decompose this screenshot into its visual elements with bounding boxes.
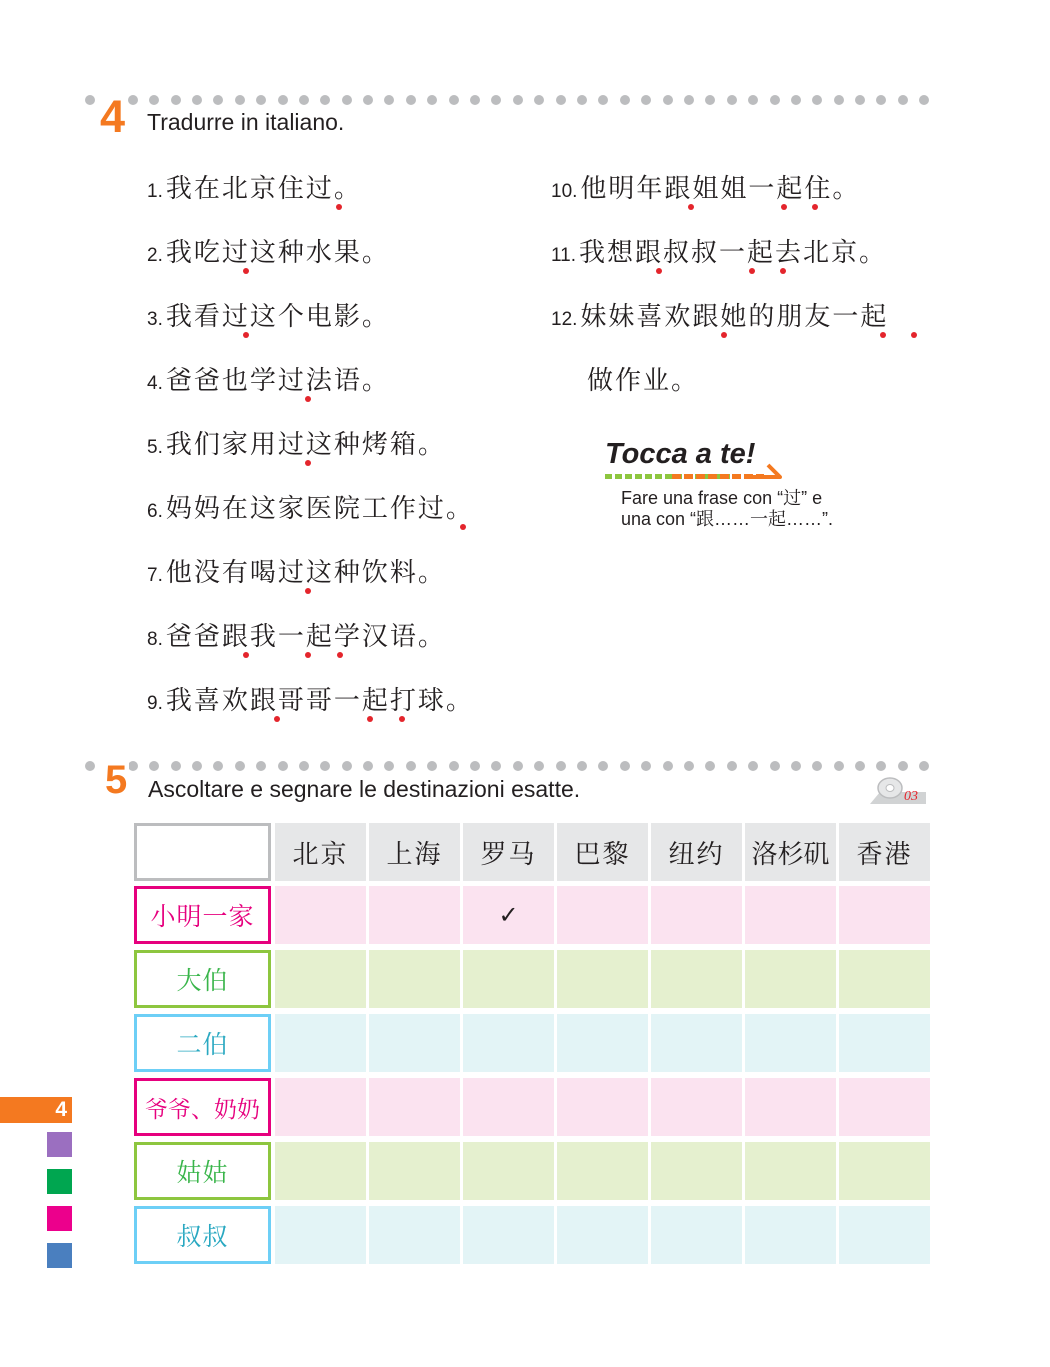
divider-dot [812,95,822,105]
divider-dot [384,761,394,771]
answer-cell[interactable] [745,1014,836,1072]
divider-dot [235,761,245,771]
answer-cell[interactable] [651,1142,742,1200]
answer-cell[interactable] [745,950,836,1008]
arrow-icon [752,461,784,479]
emphasis-dot [243,332,249,338]
emphasis-dot [781,204,787,210]
divider-dot [748,95,758,105]
row-label-dabo: 大伯 [134,950,271,1008]
answer-cell[interactable] [463,886,554,944]
answer-cell[interactable] [275,1078,366,1136]
divider-dot [705,95,715,105]
sentence-1: 1. 我在北京住过。 [147,174,362,204]
divider-dot [85,95,95,105]
divider-dot [449,761,459,771]
table-corner-cell [134,823,271,881]
divider-dot [876,95,886,105]
answer-cell[interactable] [745,1206,836,1264]
column-header-paris: 巴黎 [557,823,648,881]
divider-dot [128,761,138,771]
divider-dot [898,95,908,105]
divider-dot [342,95,352,105]
emphasis-dot [305,396,311,402]
tocca-text-line-1: Fare una frase con “过” e [621,488,823,508]
sentence-4: 4. 爸爸也学过法语。 [147,366,390,396]
answer-cell[interactable] [651,950,742,1008]
answer-cell[interactable] [745,886,836,944]
answer-cell[interactable] [275,1142,366,1200]
answer-cell[interactable] [369,950,460,1008]
emphasis-dot [721,332,727,338]
sentence-6: 6. 妈妈在这家医院工作过。 [147,494,474,524]
divider-dot [919,95,929,105]
emphasis-dot [305,460,311,466]
divider-dot [427,761,437,771]
divider-dot [663,95,673,105]
divider-dot [449,95,459,105]
answer-cell[interactable] [651,1206,742,1264]
divider-dot [727,95,737,105]
divider-dot [470,761,480,771]
divider-dot [748,761,758,771]
audio-cd-icon[interactable] [868,774,928,806]
answer-cell[interactable] [839,1142,930,1200]
sentence-2: 2. 我吃过这种水果。 [147,238,390,268]
divider-dot [556,95,566,105]
exercise-5-number: 5 [105,758,128,802]
divider-dot [919,761,929,771]
answer-cell[interactable] [463,1014,554,1072]
column-header-new-york: 纽约 [651,823,742,881]
divider-dot [149,761,159,771]
answer-cell[interactable] [369,1142,460,1200]
emphasis-dot [337,652,343,658]
divider-dot [791,761,801,771]
answer-cell[interactable] [369,1206,460,1264]
emphasis-dot [749,268,755,274]
tocca-a-te-title: Tocca a te! [605,438,756,470]
divider-dot [834,95,844,105]
divider-dot [812,761,822,771]
answer-cell[interactable] [557,886,648,944]
divider-dot [192,761,202,771]
sentence-5: 5. 我们家用过这种烤箱。 [147,430,446,460]
answer-cell[interactable] [839,1206,930,1264]
emphasis-dot [399,716,405,722]
divider-dot [513,95,523,105]
divider-dot [641,95,651,105]
divider-dot [213,95,223,105]
emphasis-dot [243,268,249,274]
divider-dot [470,95,480,105]
side-square-magenta [47,1206,72,1231]
divider-dot [171,761,181,771]
check-mark-icon: ✓ [498,901,519,929]
side-square-blue [47,1243,72,1268]
divider-dot [705,761,715,771]
answer-cell[interactable] [369,886,460,944]
answer-cell[interactable] [557,1142,648,1200]
divider-dot [791,95,801,105]
divider-dot [620,761,630,771]
divider-dot [556,761,566,771]
column-header-shanghai: 上海 [369,823,460,881]
column-header-los-angeles: 洛杉矶 [745,823,836,881]
column-header-rome: 罗马 [463,823,554,881]
divider-dot [427,95,437,105]
tocca-underline-orange [672,474,764,479]
divider-dot [278,95,288,105]
answer-cell[interactable] [839,950,930,1008]
divider-dot [192,95,202,105]
emphasis-dot [274,716,280,722]
answer-cell[interactable] [557,1078,648,1136]
tocca-a-te-text [621,488,881,530]
dotted-divider-ex4 [85,95,935,107]
row-label-erbo: 二伯 [134,1014,271,1072]
divider-dot [213,761,223,771]
divider-dot [513,761,523,771]
side-square-purple [47,1132,72,1157]
answer-cell[interactable] [275,1206,366,1264]
divider-dot [855,95,865,105]
answer-cell[interactable] [651,1014,742,1072]
column-header-hong-kong: 香港 [839,823,930,881]
answer-cell[interactable] [275,886,366,944]
answer-cell[interactable] [463,1206,554,1264]
exercise-4-instruction: Tradurre in italiano. [147,109,345,135]
sentence-11: 11. 我想跟叔叔一起去北京。 [551,238,888,268]
divider-dot [534,761,544,771]
row-label-xiaoming-family: 小明一家 [134,886,271,944]
exercise-4-number: 4 [100,91,126,142]
divider-dot [534,95,544,105]
divider-dot [684,761,694,771]
sentence-12: 12. 妹妹喜欢跟她的朋友一起 [551,302,889,332]
row-label-shushu: 叔叔 [134,1206,271,1264]
answer-cell[interactable] [557,950,648,1008]
emphasis-dot [911,332,917,338]
divider-dot [855,761,865,771]
answer-cell[interactable] [839,1014,930,1072]
answer-cell[interactable] [369,1078,460,1136]
answer-cell[interactable] [839,1078,930,1136]
divider-dot [876,761,886,771]
divider-dot [171,95,181,105]
emphasis-dot [656,268,662,274]
divider-dot [406,761,416,771]
answer-cell[interactable] [275,1014,366,1072]
divider-dot [598,95,608,105]
dotted-divider-ex5 [85,761,935,773]
divider-dot [299,761,309,771]
divider-dot [577,95,587,105]
side-square-green [47,1169,72,1194]
exercise-5-instruction: Ascoltare e segnare le destinazioni esatte. [148,776,581,802]
divider-dot [663,761,673,771]
sentence-7: 7. 他没有喝过这种饮料。 [147,558,446,588]
sentence-8: 8. 爸爸跟我一起学汉语。 [147,622,446,652]
emphasis-dot [688,204,694,210]
divider-dot [641,761,651,771]
column-header-beijing: 北京 [275,823,366,881]
emphasis-dot [780,268,786,274]
answer-cell[interactable] [651,886,742,944]
divider-dot [299,95,309,105]
emphasis-dot [367,716,373,722]
divider-dot [620,95,630,105]
divider-dot [85,761,95,771]
row-label-grandparents: 爷爷、奶奶 [134,1078,271,1136]
sentence-3: 3. 我看过这个电影。 [147,302,390,332]
divider-dot [491,761,501,771]
divider-dot [770,761,780,771]
emphasis-dot [336,204,342,210]
divider-dot [770,95,780,105]
sentence-9: 9. 我喜欢跟哥哥一起打球。 [147,686,474,716]
divider-dot [598,761,608,771]
divider-dot [363,761,373,771]
divider-dot [342,761,352,771]
divider-dot [834,761,844,771]
divider-dot [727,761,737,771]
divider-dot [898,761,908,771]
answer-cell[interactable] [463,950,554,1008]
sentence-10: 10. 他明年跟姐姐一起住。 [551,174,861,204]
divider-dot [320,761,330,771]
divider-dot [235,95,245,105]
sentence-12-continued: 做作业。 [587,366,700,396]
emphasis-dot [880,332,886,338]
answer-cell[interactable] [839,886,930,944]
divider-dot [320,95,330,105]
page-number: 4 [0,1097,72,1123]
divider-dot [684,95,694,105]
answer-cell[interactable] [651,1078,742,1136]
answer-cell[interactable] [745,1078,836,1136]
divider-dot [256,95,266,105]
divider-dot [256,761,266,771]
answer-cell[interactable] [463,1142,554,1200]
emphasis-dot [305,652,311,658]
row-label-gugu: 姑姑 [134,1142,271,1200]
answer-cell[interactable] [745,1142,836,1200]
emphasis-dot [812,204,818,210]
answer-cell[interactable] [463,1078,554,1136]
divider-dot [149,95,159,105]
answer-cell[interactable] [557,1014,648,1072]
divider-dot [491,95,501,105]
answer-cell[interactable] [557,1206,648,1264]
answer-cell[interactable] [369,1014,460,1072]
tocca-text-line-2: una con “跟……一起……”. [621,509,834,529]
divider-dot [128,95,138,105]
divider-dot [384,95,394,105]
audio-track-number: 03 [904,789,918,804]
divider-dot [406,95,416,105]
divider-dot [278,761,288,771]
answer-cell[interactable] [275,950,366,1008]
emphasis-dot [305,588,311,594]
divider-dot [363,95,373,105]
emphasis-dot [460,524,466,530]
divider-dot [577,761,587,771]
emphasis-dot [243,652,249,658]
